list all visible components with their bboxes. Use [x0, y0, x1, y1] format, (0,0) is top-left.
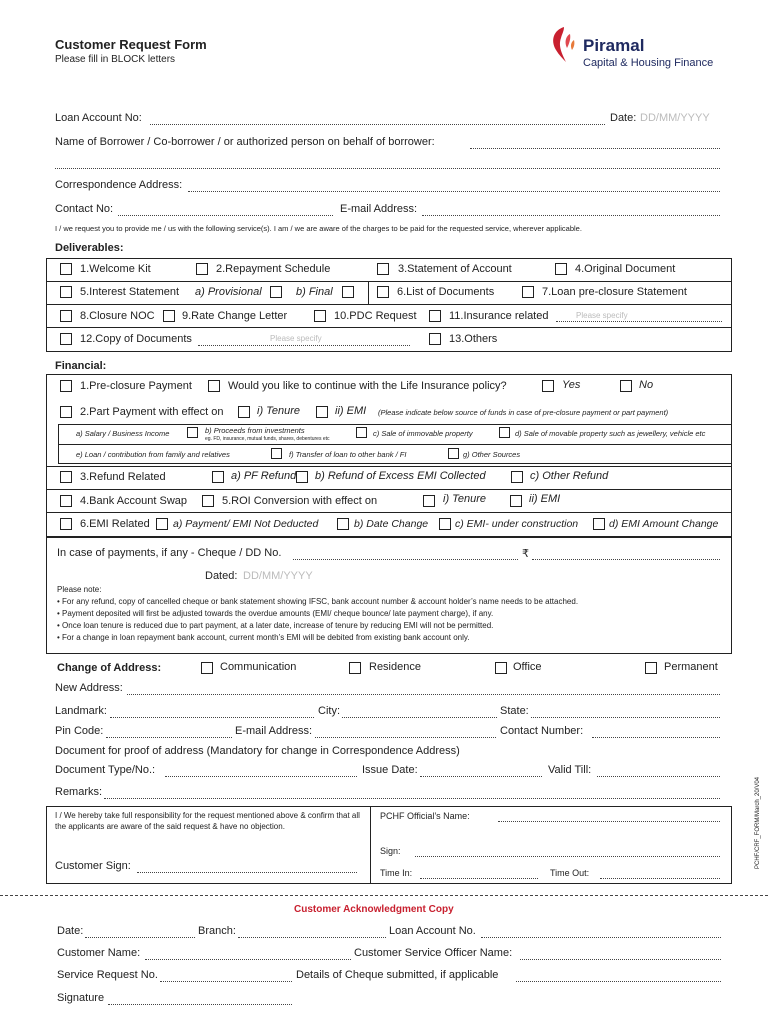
email-label: E-mail Address: [340, 203, 418, 215]
remarks-label: Remarks: [55, 786, 103, 798]
contact-label: Contact No: [55, 203, 114, 215]
final-label: b) Final [296, 286, 333, 298]
note-3: • Once loan tenure is reduced due to part payment, at a later date, increase of tenure by reducing EMI will not be permitted. [57, 621, 494, 630]
ack-branch-field[interactable] [238, 937, 386, 938]
life-insurance-checkbox[interactable] [208, 380, 220, 392]
loan-account-field[interactable] [150, 124, 605, 125]
emi-label: ii) EMI [335, 405, 367, 417]
ack-signature-field[interactable] [108, 1004, 292, 1005]
interest-checkbox[interactable] [60, 286, 72, 298]
contact2-field[interactable] [592, 737, 720, 738]
borrower-field[interactable] [470, 148, 720, 149]
no-checkbox[interactable] [620, 380, 632, 392]
time-in-label: Time In: [380, 868, 413, 878]
excess-emi-checkbox[interactable] [296, 471, 308, 483]
ack-loan-field[interactable] [481, 937, 721, 938]
immovable-label: c) Sale of immovable property [373, 429, 473, 438]
landmark-label: Landmark: [55, 705, 107, 717]
city-label: City: [318, 705, 340, 717]
list-docs-label: 6.List of Documents [397, 286, 495, 298]
permanent-label: Permanent [664, 661, 718, 673]
email2-label: E-mail Address: [235, 725, 313, 737]
family-label: e) Loan / contribution from family and relatives [76, 450, 230, 459]
date-change-label: b) Date Change [354, 518, 429, 530]
provisional-checkbox[interactable] [270, 286, 282, 298]
pf-refund-label: a) PF Refund [231, 470, 297, 482]
ack-signature-label: Signature [57, 992, 105, 1004]
dated-label: Dated: [205, 570, 238, 582]
insurance-specify-field[interactable] [556, 321, 722, 322]
ack-date-field[interactable] [85, 937, 195, 938]
pf-refund-checkbox[interactable] [212, 471, 224, 483]
movable-label: d) Sale of movable property such as jewellery, vehicle etc [515, 429, 706, 438]
city-field[interactable] [342, 717, 497, 718]
amount-field[interactable] [532, 559, 720, 560]
welcome-kit-checkbox[interactable] [60, 263, 72, 275]
copy-docs-checkbox[interactable] [60, 333, 72, 345]
investments-checkbox[interactable] [356, 427, 367, 438]
repayment-label: 2.Repayment Schedule [216, 263, 331, 275]
closure-noc-label: 8.Closure NOC [80, 310, 155, 322]
preclosure-stmt-label: 7.Loan pre-closure Statement [542, 286, 687, 298]
form-subtitle: Please fill in BLOCK letters [55, 54, 176, 65]
copy-docs-label: 12.Copy of Documents [80, 333, 192, 345]
permanent-checkbox[interactable] [645, 662, 657, 674]
insurance-specify-placeholder: Please specify [576, 311, 628, 320]
contact2-label: Contact Number: [500, 725, 584, 737]
provisional-label: a) Provisional [195, 286, 262, 298]
state-label: State: [500, 705, 529, 717]
rate-change-checkbox[interactable] [163, 310, 175, 322]
note-title: Please note: [57, 585, 102, 594]
other-sources-label: g) Other Sources [463, 450, 521, 459]
note-1: • For any refund, copy of cancelled cheque or bank statement showing IFSC, bank account number & account holder’s name needs to be attached. [57, 597, 579, 606]
form-title: Customer Request Form [55, 37, 207, 52]
statement-checkbox[interactable] [377, 263, 389, 275]
rate-change-label: 9.Rate Change Letter [182, 310, 288, 322]
form-code: PCHF/CRF_FORM/March_20/V04 [755, 776, 761, 869]
piramal-logo-icon [546, 24, 578, 64]
financial-heading: Financial: [55, 360, 107, 372]
final-checkbox[interactable] [342, 286, 354, 298]
salary-checkbox[interactable] [187, 427, 198, 438]
issue-date-field[interactable] [420, 776, 542, 777]
communication-checkbox[interactable] [201, 662, 213, 674]
ack-name-label: Customer Name: [57, 947, 141, 959]
others-checkbox[interactable] [429, 333, 441, 345]
ack-officer-field[interactable] [520, 959, 721, 960]
address-field[interactable] [188, 191, 720, 192]
emi-related-checkbox[interactable] [60, 518, 72, 530]
closure-noc-checkbox[interactable] [60, 310, 72, 322]
ack-name-field[interactable] [145, 959, 351, 960]
others-label: 13.Others [449, 333, 498, 345]
emi-related-label: 6.EMI Related [80, 518, 150, 530]
official-name-label: PCHF Official’s Name: [380, 811, 470, 821]
other-refund-label: c) Other Refund [530, 470, 609, 482]
payment-label: a) Payment/ EMI Not Deducted [173, 518, 319, 530]
borrower-field-line2[interactable] [55, 168, 720, 169]
yes-label: Yes [562, 379, 581, 391]
cheque-field[interactable] [293, 559, 518, 560]
refund-checkbox[interactable] [60, 471, 72, 483]
time-out-label: Time Out: [550, 868, 590, 878]
customer-sign-label: Customer Sign: [55, 860, 131, 872]
office-label: Office [513, 661, 542, 673]
ack-title: Customer Acknowledgment Copy [294, 904, 454, 915]
roi-tenure-label: i) Tenure [443, 493, 487, 505]
time-out-field[interactable] [600, 878, 720, 879]
source-note: (Please indicate below source of funds in case of pre-closure payment or part payment) [378, 408, 669, 417]
welcome-kit-label: 1.Welcome Kit [80, 263, 151, 275]
preclosure-label: 1.Pre-closure Payment [80, 380, 192, 392]
repayment-checkbox[interactable] [196, 263, 208, 275]
request-statement: I / we request you to provide me / us with the following service(s). I am / we are aware of the charges to be paid for the requested service, wherever applicable. [55, 224, 582, 233]
email2-field[interactable] [315, 737, 496, 738]
ack-sr-label: Service Request No. [57, 969, 158, 981]
ack-sr-field[interactable] [160, 981, 292, 982]
doc-type-label: Document Type/No.: [55, 764, 156, 776]
date-field[interactable]: DD/MM/YYYY [640, 112, 710, 124]
emi-amount-label: d) EMI Amount Change [609, 518, 719, 530]
investments-label: b) Proceeds from investments [205, 426, 305, 435]
address-label: Correspondence Address: [55, 179, 183, 191]
pdc-label: 10.PDC Request [334, 310, 417, 322]
copy-docs-specify-field[interactable] [198, 345, 410, 346]
deliverables-heading: Deliverables: [55, 242, 124, 254]
tenure-label: i) Tenure [257, 405, 301, 417]
original-doc-label: 4.Original Document [575, 263, 676, 275]
rupee-icon: ₹ [522, 548, 529, 560]
ack-loan-label: Loan Account No. [389, 925, 476, 937]
residence-checkbox[interactable] [349, 662, 361, 674]
customer-sign-field[interactable] [137, 872, 357, 873]
date-change-checkbox[interactable] [337, 518, 349, 530]
salary-label: a) Salary / Business Income [76, 429, 170, 438]
ack-officer-label: Customer Service Officer Name: [354, 947, 513, 959]
roi-emi-checkbox[interactable] [510, 495, 522, 507]
date-label: Date: [610, 112, 637, 124]
bank-swap-checkbox[interactable] [60, 495, 72, 507]
ack-cheque-field[interactable] [516, 981, 721, 982]
payment-checkbox[interactable] [156, 518, 168, 530]
yes-checkbox[interactable] [542, 380, 554, 392]
construction-label: c) EMI- under construction [455, 518, 579, 530]
issue-date-label: Issue Date: [362, 764, 418, 776]
excess-emi-label: b) Refund of Excess EMI Collected [315, 470, 486, 482]
emi-amount-checkbox[interactable] [593, 518, 605, 530]
roi-emi-label: ii) EMI [529, 493, 561, 505]
list-docs-checkbox[interactable] [377, 286, 389, 298]
remarks-field[interactable] [104, 798, 720, 799]
email-field[interactable] [422, 215, 720, 216]
ack-date-label: Date: [57, 925, 84, 937]
state-field[interactable] [531, 717, 720, 718]
investments-sub-label: eg. FD, insurance, mutual funds, shares, debentures etc [205, 436, 330, 442]
borrower-label: Name of Borrower / Co-borrower / or authorized person on behalf of borrower: [55, 136, 435, 148]
dated-field[interactable]: DD/MM/YYYY [243, 570, 313, 582]
copy-docs-specify-placeholder: Please specify [270, 334, 322, 343]
valid-till-label: Valid Till: [548, 764, 592, 776]
preclosure-checkbox[interactable] [60, 380, 72, 392]
transfer-checkbox[interactable] [448, 448, 459, 459]
note-2: • Payment deposited will first be adjusted towards the overdue amounts (EMI/ cheque bounce/ late payment charge), if any. [57, 609, 494, 618]
immovable-checkbox[interactable] [499, 427, 510, 438]
cut-line [0, 895, 768, 896]
bank-swap-label: 4.Bank Account Swap [80, 495, 188, 507]
new-address-field[interactable] [127, 694, 720, 695]
official-name-field[interactable] [498, 821, 720, 822]
declaration-text: I / We hereby take full responsibility for the request mentioned above & confirm that all the applicants are aware of the said request & have no objection. [55, 811, 360, 831]
office-checkbox[interactable] [495, 662, 507, 674]
emi-checkbox[interactable] [316, 406, 328, 418]
part-payment-checkbox[interactable] [60, 406, 72, 418]
pin-field[interactable] [106, 737, 232, 738]
roi-checkbox[interactable] [202, 495, 214, 507]
pin-label: Pin Code: [55, 725, 104, 737]
insurance-label: 11.Insurance related [449, 310, 549, 322]
roi-label: 5.ROI Conversion with effect on [222, 495, 378, 507]
communication-label: Communication [220, 661, 297, 673]
official-sign-field[interactable] [415, 856, 720, 857]
construction-checkbox[interactable] [439, 518, 451, 530]
brand-name: Piramal [583, 36, 645, 55]
refund-label: 3.Refund Related [80, 471, 166, 483]
proof-label: Document for proof of address (Mandatory for change in Correspondence Address) [55, 745, 460, 757]
contact-field[interactable] [118, 215, 333, 216]
family-checkbox[interactable] [271, 448, 282, 459]
pdc-checkbox[interactable] [314, 310, 326, 322]
ack-branch-label: Branch: [198, 925, 236, 937]
address-heading: Change of Address: [57, 662, 162, 674]
roi-tenure-checkbox[interactable] [423, 495, 435, 507]
tenure-checkbox[interactable] [238, 406, 250, 418]
preclosure-stmt-checkbox[interactable] [522, 286, 534, 298]
residence-label: Residence [369, 661, 421, 673]
part-payment-label: 2.Part Payment with effect on [80, 406, 224, 418]
statement-label: 3.Statement of Account [398, 263, 512, 275]
note-4: • For a change in loan repayment bank account, current month’s EMI will be debited from existing bank account only. [57, 633, 470, 642]
valid-till-field[interactable] [597, 776, 720, 777]
no-label: No [639, 379, 654, 391]
cheque-label: In case of payments, if any - Cheque / DD No. [57, 547, 282, 559]
interest-label: 5.Interest Statement [80, 286, 180, 298]
official-sign-label: Sign: [380, 846, 401, 856]
brand-subtitle: Capital & Housing Finance [583, 57, 714, 69]
new-address-label: New Address: [55, 682, 123, 694]
landmark-field[interactable] [110, 717, 314, 718]
original-doc-checkbox[interactable] [555, 263, 567, 275]
life-insurance-question: Would you like to continue with the Life Insurance policy? [228, 380, 507, 392]
ack-cheque-label: Details of Cheque submitted, if applicable [296, 969, 499, 981]
doc-type-field[interactable] [165, 776, 357, 777]
other-refund-checkbox[interactable] [511, 471, 523, 483]
loan-account-label: Loan Account No: [55, 112, 142, 124]
time-in-field[interactable] [420, 878, 538, 879]
transfer-label: f) Transfer of loan to other bank / FI [289, 450, 407, 459]
insurance-checkbox[interactable] [429, 310, 441, 322]
